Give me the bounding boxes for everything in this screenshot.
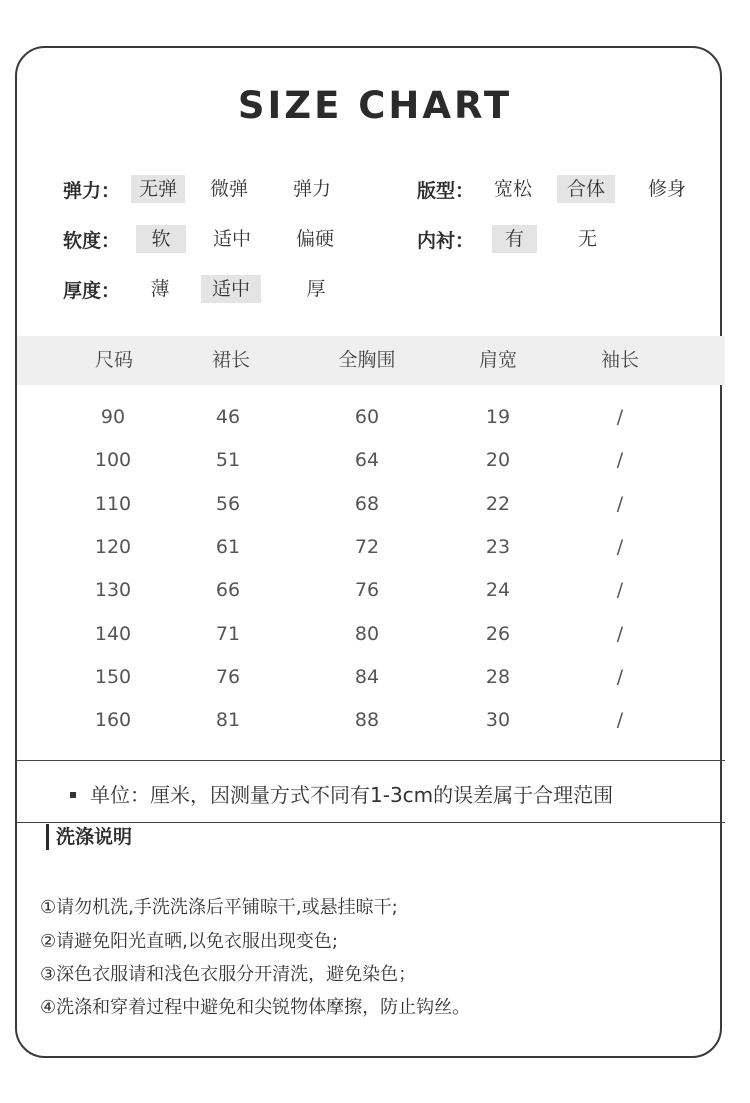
cell-dress-length: 66 (215, 579, 241, 601)
wash-line: ③深色衣服请和浅色衣服分开清洗，避免染色； (40, 964, 417, 985)
softness-label: 软度： (63, 230, 121, 252)
cell-shoulder: 30 (485, 709, 511, 731)
cell-chest: 88 (354, 709, 380, 731)
cell-sleeve: / (616, 406, 624, 428)
cell-sleeve: / (616, 709, 624, 731)
lining-option-yes: 有 (492, 225, 537, 253)
fit-label: 版型： (417, 180, 475, 202)
unit-note-text: 单位：厘米，因测量方式不同有1-3cm的误差属于合理范围 (90, 783, 614, 807)
cell-size: 130 (94, 579, 132, 601)
cell-sleeve: / (616, 536, 624, 558)
cell-size: 100 (94, 449, 132, 471)
cell-dress-length: 61 (215, 536, 241, 558)
cell-size: 110 (94, 493, 132, 515)
thickness-option-medium: 适中 (201, 275, 261, 303)
fit-option-regular: 合体 (557, 175, 615, 203)
thickness-option-thin: 薄 (150, 278, 170, 300)
cell-sleeve: / (616, 579, 624, 601)
cell-shoulder: 28 (485, 666, 511, 688)
thickness-option-thick: 厚 (306, 278, 326, 300)
thickness-label: 厚度： (63, 280, 121, 302)
cell-shoulder: 22 (485, 493, 511, 515)
cell-dress-length: 71 (215, 623, 241, 645)
cell-size: 120 (94, 536, 132, 558)
cell-shoulder: 20 (485, 449, 511, 471)
elasticity-option-elastic: 弹力 (292, 178, 331, 200)
cell-chest: 64 (354, 449, 380, 471)
elasticity-label: 弹力： (63, 180, 121, 202)
cell-chest: 76 (354, 579, 380, 601)
bullet-icon (70, 792, 76, 798)
lining-option-no: 无 (577, 228, 597, 250)
column-header-chest: 全胸围 (338, 349, 396, 371)
cell-dress-length: 56 (215, 493, 241, 515)
cell-sleeve: / (616, 493, 624, 515)
unit-note (70, 779, 613, 808)
divider-bottom (17, 822, 725, 823)
softness-option-medium: 适中 (212, 228, 251, 250)
fit-option-slim: 修身 (647, 178, 686, 200)
cell-dress-length: 46 (215, 406, 241, 428)
cell-shoulder: 19 (485, 406, 511, 428)
column-header-shoulder: 肩宽 (478, 349, 517, 371)
elasticity-option-slight: 微弹 (209, 178, 248, 200)
divider-top (17, 760, 725, 761)
fit-option-loose: 宽松 (493, 178, 532, 200)
cell-size: 160 (94, 709, 132, 731)
page-title: SIZE CHART (237, 84, 513, 127)
column-header-sleeve: 袖长 (600, 349, 639, 371)
cell-shoulder: 23 (485, 536, 511, 558)
cell-sleeve: / (616, 666, 624, 688)
cell-chest: 72 (354, 536, 380, 558)
cell-sleeve: / (616, 449, 624, 471)
wash-line: ④洗涤和穿着过程中避免和尖锐物体摩擦，防止钩丝。 (40, 997, 471, 1018)
cell-chest: 84 (354, 666, 380, 688)
cell-size: 90 (100, 406, 126, 428)
column-header-size: 尺码 (94, 349, 133, 371)
cell-chest: 80 (354, 623, 380, 645)
cell-chest: 60 (354, 406, 380, 428)
cell-chest: 68 (354, 493, 380, 515)
column-header-dress-length: 裙长 (211, 349, 250, 371)
wash-line: ②请避免阳光直晒,以免衣服出现变色; (40, 931, 338, 952)
cell-sleeve: / (616, 623, 624, 645)
cell-size: 150 (94, 666, 132, 688)
softness-option-hard: 偏硬 (295, 228, 334, 250)
cell-shoulder: 26 (485, 623, 511, 645)
cell-shoulder: 24 (485, 579, 511, 601)
wash-line: ①请勿机洗,手洗洗涤后平铺晾干,或悬挂晾干; (40, 897, 398, 918)
wash-instructions-title: 洗涤说明 (46, 824, 132, 850)
lining-label: 内衬： (417, 230, 475, 252)
softness-option-soft: 软 (136, 225, 186, 253)
cell-dress-length: 51 (215, 449, 241, 471)
elasticity-option-none: 无弹 (131, 175, 185, 203)
cell-dress-length: 76 (215, 666, 241, 688)
cell-dress-length: 81 (215, 709, 241, 731)
cell-size: 140 (94, 623, 132, 645)
